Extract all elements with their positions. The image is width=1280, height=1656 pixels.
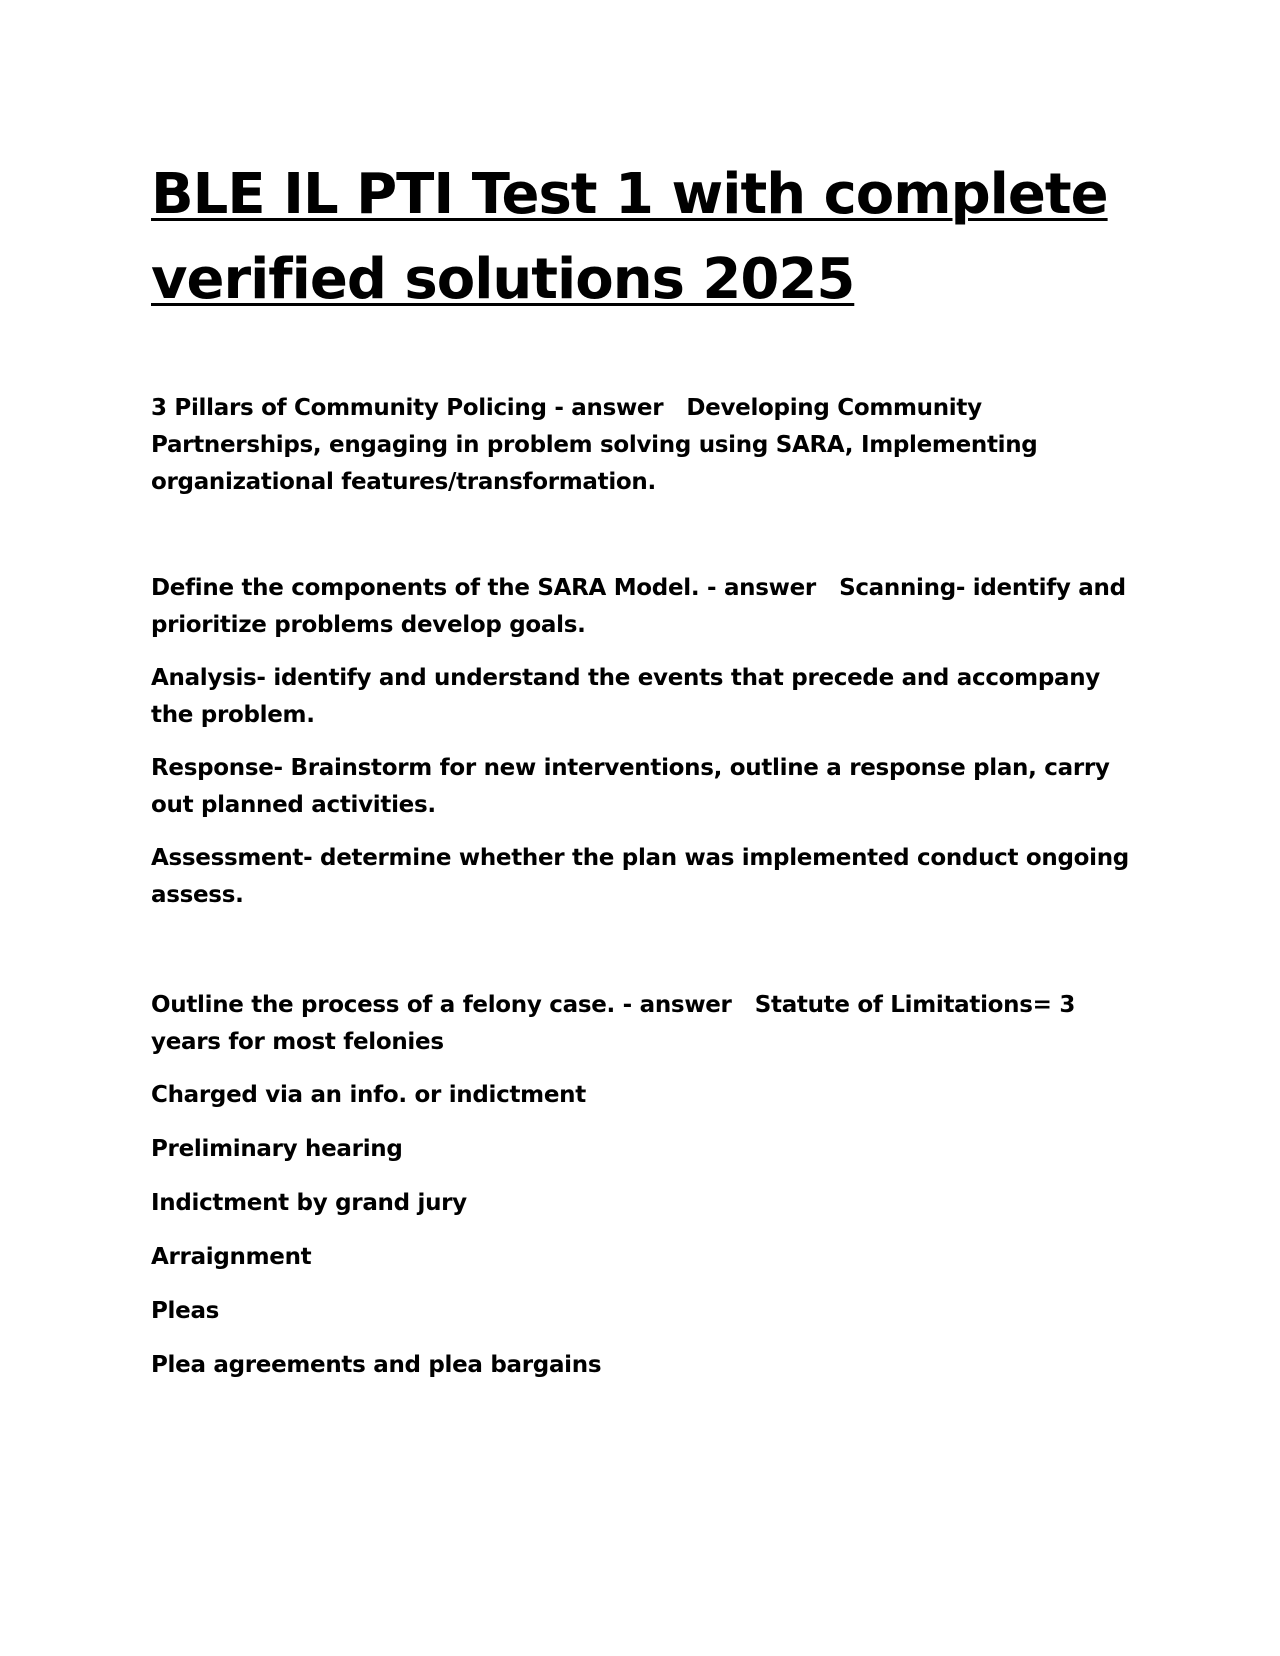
qa-answer-line: Pleas [151, 1298, 220, 1324]
qa-first-line [151, 390, 1141, 501]
qa-answer: Scanning- identify and prioritize problems develop goals. [151, 575, 1126, 638]
document-title [151, 152, 1151, 322]
qa-first-line [151, 570, 1141, 644]
qa-question: 3 Pillars of Community Policing [151, 395, 547, 421]
qa-question: Define the components of the SARA Model. [151, 575, 700, 601]
qa-answer: Statute of Limitations= 3 years for most felonies [151, 992, 1076, 1055]
qa-separator: - answer [699, 575, 840, 601]
qa-answer-line: Assessment- determine whether the plan was implemented conduct ongoing assess. [151, 845, 1129, 908]
qa-answer-line: Arraignment [151, 1244, 312, 1270]
qa-question: Outline the process of a felony case. [151, 992, 615, 1018]
title-line-1: BLE IL PTI Test 1 with complete [151, 162, 1108, 227]
qa-answer-line: Indictment by grand jury [151, 1190, 467, 1216]
qa-separator: - answer [614, 992, 755, 1018]
qa-first-line [151, 987, 1141, 1061]
qa-item-felony-case [151, 987, 1141, 1401]
qa-answer-line: Response- Brainstorm for new interventions, outline a response plan, carry out planned activities. [151, 755, 1110, 818]
qa-item-community-policing [151, 390, 1141, 517]
qa-answer-line: Plea agreements and plea bargains [151, 1352, 602, 1378]
qa-separator: - answer [546, 395, 687, 421]
qa-item-sara-model [151, 570, 1141, 930]
qa-answer-line: Preliminary hearing [151, 1136, 403, 1162]
title-line-2: verified solutions 2025 [151, 247, 855, 312]
qa-answer-line: Analysis- identify and understand the events that precede and accompany the problem. [151, 665, 1100, 728]
qa-answer: Developing Community Partnerships, engaging in problem solving using SARA, Implementing organizational features/transformation. [151, 395, 1038, 495]
qa-answer-line: Charged via an info. or indictment [151, 1082, 586, 1108]
